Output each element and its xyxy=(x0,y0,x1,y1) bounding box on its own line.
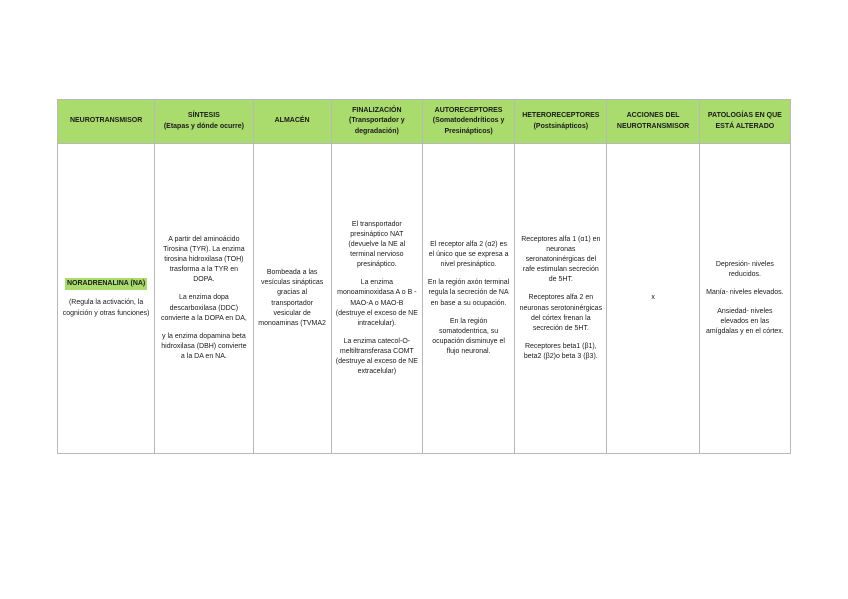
neurotransmitter-description: (Regula la activación, la cognición y otras funciones) xyxy=(62,299,150,317)
cell-autoreceptores xyxy=(422,144,514,454)
header-autoreceptores xyxy=(422,100,514,144)
sintesis-paragraph: La enzima dopa descarboxilasa (DDC) convierte a la DOPA en DA, xyxy=(160,294,247,322)
sintesis-paragraph: A partir del aminoácido Tirosina (TYR). La enzima tirosina hidroxilasa (TOH) trasforma a la TYR en DOPA. xyxy=(163,235,245,284)
header-row xyxy=(58,100,791,144)
neurotransmitter-name: NORADRENALINA (NA) xyxy=(65,278,147,290)
cell-almacen xyxy=(253,144,331,454)
header-almacen xyxy=(253,100,331,144)
header-autoreceptores-sub: (Somatodendríticos y Presinápticos) xyxy=(432,117,505,135)
table-row xyxy=(58,144,791,454)
header-sintesis-sub: (Etapas y dónde ocurre) xyxy=(163,122,244,130)
cell-patologias xyxy=(699,144,790,454)
sintesis-paragraph: y la enzima dopamina beta hidroxilasa (DBH) convierte a la DA en NA. xyxy=(161,332,247,361)
autoreceptores-paragraph: En la región axón terminal regula la secreción de NA en base a su ocupación. xyxy=(427,279,510,307)
header-finalizacion-sub: (Transportador y degradación) xyxy=(349,117,405,135)
header-heteroreceptores xyxy=(515,100,607,144)
header-heteroreceptores-label: HETERORECEPTORES xyxy=(522,112,600,120)
heteroreceptores-paragraph: Receptores beta1 (β1), beta2 (β2)o beta 3 (β3). xyxy=(523,342,598,361)
heteroreceptores-paragraph: Receptores alfa 2 en neuronas serotoninérgicas del córtex frenan la secreción de 5HT. xyxy=(519,294,603,332)
header-sintesis xyxy=(155,100,253,144)
header-autoreceptores-label: AUTORECEPTORES xyxy=(434,107,503,115)
patologias-paragraph: Ansiedad- niveles elevados en las amígdalas y en el córtex. xyxy=(705,307,784,335)
patologias-paragraph: Depresión- niveles reducidos. xyxy=(715,261,774,279)
header-acciones xyxy=(607,100,699,144)
header-neurotransmisor xyxy=(58,100,155,144)
autoreceptores-paragraph: El receptor alfa 2 (α2) es el único que se expresa a nivel presináptico. xyxy=(428,240,509,269)
header-sintesis-label: SÍNTESIS xyxy=(187,112,220,120)
cell-sintesis xyxy=(155,144,253,454)
almacen-text: Bombeada a las vesículas sinápticas gracias al transportador vesicular de monoaminas (TVMA2 xyxy=(258,269,326,327)
neurotransmitter-table xyxy=(57,99,791,454)
finalizacion-paragraph: La enzima monoaminoxidasa A o B - MAO-A o MAO-B (destruye el exceso de NE intracelular). xyxy=(335,279,418,327)
header-almacen-label: ALMACÉN xyxy=(274,117,310,125)
autoreceptores-paragraph: En la región somatodentrica, su ocupación disminuye el flujo neuronal. xyxy=(432,317,505,356)
acciones-text: x xyxy=(651,294,655,302)
header-patologias xyxy=(699,100,790,144)
finalizacion-paragraph: La enzima catecol-O-meltiltransferasa COMT (destruye al exceso de NE extracelular) xyxy=(335,337,418,376)
header-finalizacion xyxy=(331,100,422,144)
cell-neurotransmisor xyxy=(58,144,155,454)
header-heteroreceptores-sub: (Postsinápticos) xyxy=(533,122,589,130)
header-finalizacion-label: FINALIZACIÓN xyxy=(352,107,402,115)
patologias-paragraph: Manía- niveles elevados. xyxy=(706,289,784,297)
cell-finalizacion xyxy=(331,144,422,454)
header-neurotransmisor-label: NEUROTRANSMISOR xyxy=(69,117,143,125)
cell-heteroreceptores xyxy=(515,144,607,454)
finalizacion-paragraph: El transportador presináptico NAT (devuelve la NE al terminal nervioso presináptico. xyxy=(348,220,406,269)
header-acciones-label: ACCIONES DEL NEUROTRANSMISOR xyxy=(616,112,690,130)
header-patologias-label: PATOLOGÍAS EN QUE ESTÁ ALTERADO xyxy=(707,112,782,130)
cell-acciones xyxy=(607,144,699,454)
heteroreceptores-paragraph: Receptores alfa 1 (α1) en neuronas seronatoninérgicas del rafe estimulan secreción de 5HT. xyxy=(521,235,601,284)
